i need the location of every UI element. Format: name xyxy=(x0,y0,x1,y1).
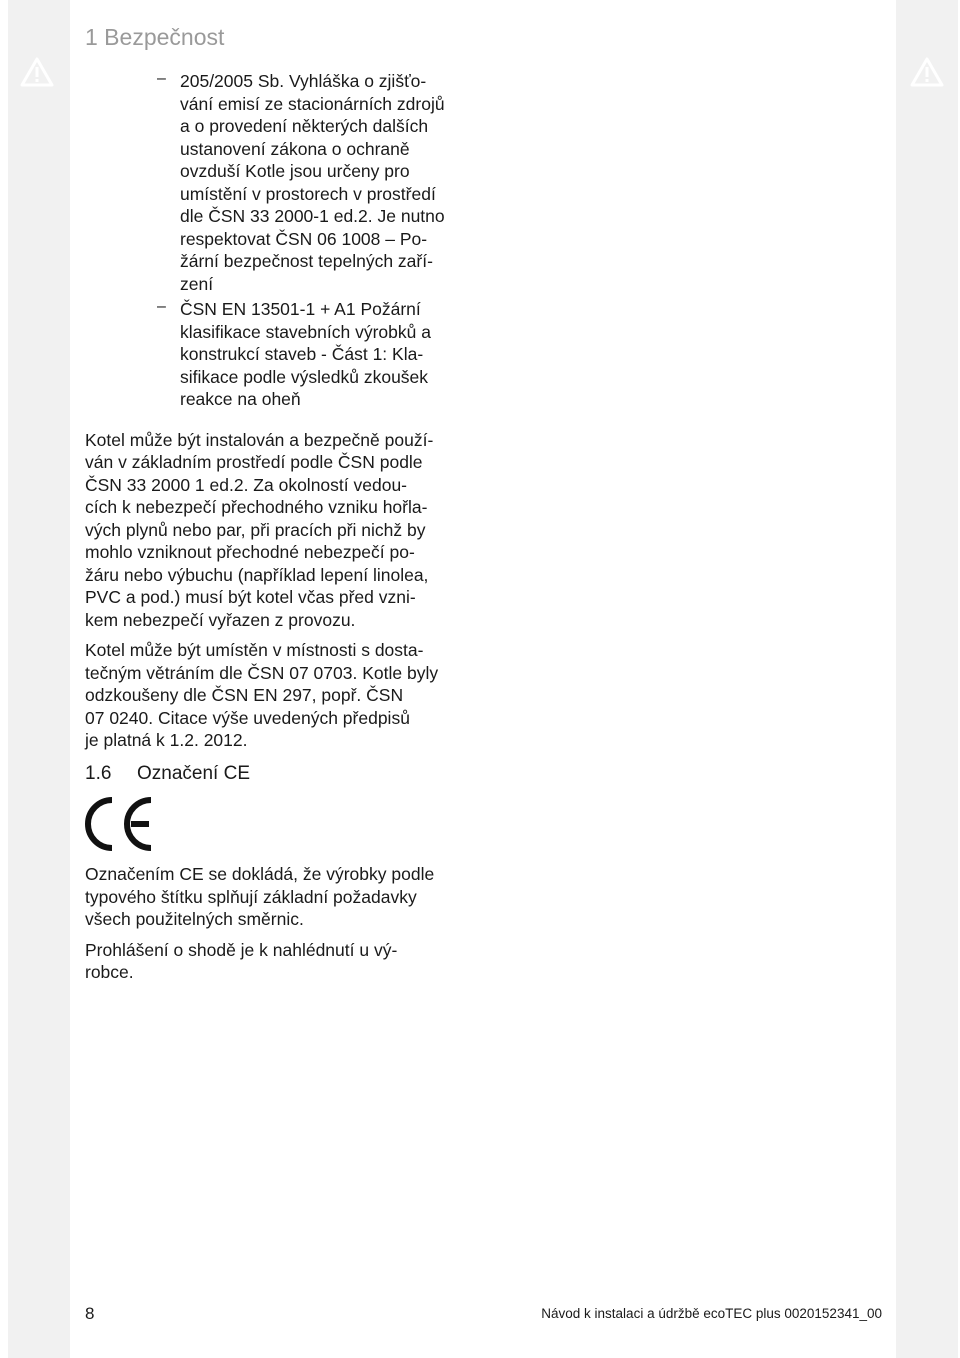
paragraph: Prohlášení o shodě je k nahlédnutí u vý- robce. xyxy=(85,939,398,982)
ce-mark-logo xyxy=(85,797,157,851)
paragraph: Kotel může být umístěn v místnosti s dosta- tečným větráním dle ČSN 07 0703. Kotle byly odzkoušeny dle ČSN EN 297, popř. ČSN 07 0240. Citace výše uvedených předpisů je platná k 1.2. 2012. xyxy=(85,640,439,750)
section-title: Označení CE xyxy=(137,763,250,784)
section-heading xyxy=(85,763,250,785)
list-item xyxy=(85,298,485,411)
list-item-text: ČSN EN 13501-1 + A1 Požární klasifikace stavebních výrobků a konstrukcí staveb - Část 1: Kla- sifikace podle výsledků zkoušek reakce na oheň xyxy=(180,299,431,409)
dash-bullet: – xyxy=(157,70,166,87)
footer-doc-title: Návod k instalaci a údržbě ecoTEC plus 0020152341_00 xyxy=(541,1306,882,1321)
section-header: 1 Bezpečnost xyxy=(85,24,225,50)
warning-triangle-icon xyxy=(20,57,54,87)
ce-content xyxy=(85,863,485,984)
page-number: 8 xyxy=(85,1304,95,1323)
warning-triangle-icon xyxy=(910,57,944,87)
section-number: 1.6 xyxy=(85,763,112,784)
dash-bullet: – xyxy=(157,298,166,315)
left-margin-strip xyxy=(8,0,70,1358)
list-item-text: 205/2005 Sb. Vyhláška o zjišťo- vání emisí ze stacionárních zdrojů a o provedení některých dalších ustanovení zákona o ochraně ovzduší Kotle jsou určeny pro umístění v prostorech v prostředí dle ČSN 33 2000-1 ed.2. Je nutno respektovat ČSN 06 1008 – Po- žární bezpečnost tepelných zaří- zení xyxy=(180,71,445,294)
right-margin-strip xyxy=(896,0,958,1358)
paragraph: Označením CE se dokládá, že výrobky podle typového štítku splňují základní požadavky všech použitelných směrnic. xyxy=(85,864,435,929)
paragraph: Kotel může být instalován a bezpečně použí- ván v základním prostředí podle ČSN podle ČSN 33 2000 1 ed.2. Za okolností vedou- cích k nebezpečí přechodného vzniku hořla- vých plynů nebo par, při pracích při nichž by mohlo vzniknout přechodné nebezpečí po- žáru nebo výbuchu (například lepení linolea, PVC a pod.) musí být kotel včas před vzni- kem nebezpečí vyřazen z provozu. xyxy=(85,429,434,630)
main-content xyxy=(85,70,485,752)
dash-list xyxy=(85,70,485,411)
list-item xyxy=(85,70,485,295)
